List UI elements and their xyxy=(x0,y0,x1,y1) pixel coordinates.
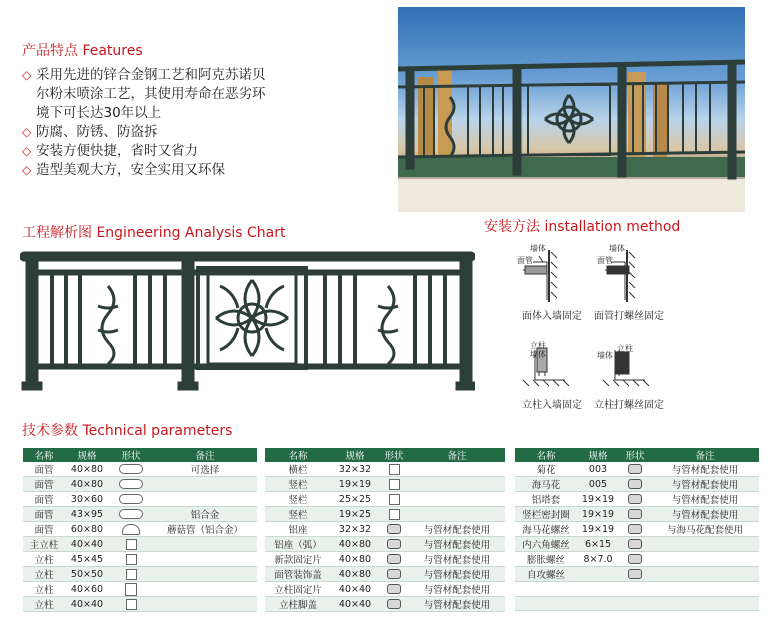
cell-spec: 40×40 xyxy=(331,597,379,612)
cell-spec: 40×80 xyxy=(65,477,109,492)
cell-shape xyxy=(379,552,409,567)
cell-shape xyxy=(379,462,409,477)
feature-item: ◇ 安装方便快捷，省时又省力 xyxy=(22,142,322,161)
profile-shape-icon xyxy=(387,554,401,564)
cell-spec: 40×40 xyxy=(65,537,109,552)
profile-shape-icon xyxy=(389,494,400,505)
header-name: 名称 xyxy=(23,448,65,462)
profile-shape-icon xyxy=(628,554,642,564)
table-row xyxy=(515,507,759,522)
cell-spec: 8×7.0 xyxy=(577,552,619,567)
profile-shape-icon xyxy=(387,599,401,609)
profile-shape-icon xyxy=(126,599,137,610)
profile-shape-icon xyxy=(387,539,401,549)
cell-name: 面管装饰盖 xyxy=(265,567,331,582)
profile-shape-icon xyxy=(126,569,137,580)
cell-note: 与管材配套使用 xyxy=(409,522,505,537)
table-row xyxy=(515,462,759,477)
table-row xyxy=(265,522,505,537)
cell-spec: 003 xyxy=(577,462,619,477)
table-row xyxy=(515,567,759,582)
cell-note: 可选择 xyxy=(153,462,257,477)
cell-spec: 40×40 xyxy=(65,597,109,612)
header-note: 备注 xyxy=(651,448,759,462)
cell-spec: 32×32 xyxy=(331,462,379,477)
cell-spec: 32×32 xyxy=(331,522,379,537)
cell-spec: 19×19 xyxy=(577,492,619,507)
cell-shape xyxy=(379,492,409,507)
cell-name: 立柱 xyxy=(23,552,65,567)
feature-item-cont: 尔粉末喷涂工艺，其使用寿命在恶劣环 xyxy=(36,86,266,102)
header-shape: 形状 xyxy=(379,448,409,462)
cell-note: 与管材配套使用 xyxy=(651,477,759,492)
features-section xyxy=(22,40,322,180)
profile-shape-icon xyxy=(119,494,143,504)
profile-shape-icon xyxy=(389,464,400,475)
profile-shape-icon xyxy=(387,569,401,579)
cell-name: 立柱 xyxy=(23,567,65,582)
cell-name: 立柱脚盖 xyxy=(265,597,331,612)
table-row xyxy=(23,597,257,612)
label-wall-2: 墙体 xyxy=(609,244,625,253)
cell-shape xyxy=(379,567,409,582)
feature-item: ◇ 造型美观大方，安全实用又环保 xyxy=(22,161,322,180)
engineering-title: 工程解析图 Engineering Analysis Chart xyxy=(22,225,286,241)
table-row xyxy=(515,596,759,611)
cell-note: 与管材配套使用 xyxy=(409,582,505,597)
cell-spec: 40×80 xyxy=(331,537,379,552)
cell-name: 铝塔套 xyxy=(515,492,577,507)
cell-spec: 40×60 xyxy=(65,582,109,597)
cell-note: 与管材配套使用 xyxy=(651,492,759,507)
cell-spec: 19×19 xyxy=(331,477,379,492)
table-row xyxy=(265,462,505,477)
header-note: 备注 xyxy=(409,448,505,462)
table-header xyxy=(23,448,257,462)
param-table-3 xyxy=(515,448,759,611)
features-title: 产品特点 Features xyxy=(22,43,143,59)
profile-shape-icon xyxy=(126,554,137,565)
cell-spec: 40×80 xyxy=(331,552,379,567)
cell-spec: 25×25 xyxy=(331,492,379,507)
railing-photo xyxy=(398,7,745,212)
cell-note xyxy=(153,567,257,582)
table-header xyxy=(515,448,759,462)
cell-name: 膨胀螺丝 xyxy=(515,552,577,567)
cell-shape xyxy=(619,582,651,597)
technical-title: 技术参数 Technical parameters xyxy=(22,423,233,439)
cell-note: 铝合金 xyxy=(153,507,257,522)
table-row xyxy=(515,582,759,597)
cell-spec: 45×45 xyxy=(65,552,109,567)
cell-shape xyxy=(379,477,409,492)
caption-post-screw: 立柱打螺丝固定 xyxy=(594,400,664,411)
cell-shape xyxy=(379,507,409,522)
cell-name: 海马花 xyxy=(515,477,577,492)
cell-name: 面管 xyxy=(23,492,65,507)
cell-note xyxy=(153,582,257,597)
cell-note: 蘑菇管（铝合金） xyxy=(153,522,257,537)
cell-note xyxy=(651,567,759,582)
cell-name: 面管 xyxy=(23,477,65,492)
cell-note: 与管材配套使用 xyxy=(409,552,505,567)
cell-shape xyxy=(109,492,153,507)
cell-spec: 19×25 xyxy=(331,507,379,522)
label-post-2: 立柱 xyxy=(617,344,633,353)
table-row xyxy=(265,567,505,582)
table-row xyxy=(265,477,505,492)
cell-shape xyxy=(379,597,409,612)
cell-note: 与管材配套使用 xyxy=(409,597,505,612)
table-body xyxy=(515,462,759,611)
cell-spec: 19×19 xyxy=(577,507,619,522)
profile-shape-icon xyxy=(119,479,143,489)
profile-shape-icon xyxy=(628,539,642,549)
engineering-railing-drawing xyxy=(20,246,475,396)
table-row xyxy=(515,492,759,507)
cell-spec xyxy=(577,582,619,597)
cell-note: 与海马花配套使用 xyxy=(651,522,759,537)
header-name: 名称 xyxy=(515,448,577,462)
cell-name: 海马花螺丝 xyxy=(515,522,577,537)
cell-name: 主立柱 xyxy=(23,537,65,552)
table-row xyxy=(23,522,257,537)
cell-name xyxy=(515,596,577,611)
cell-note: 与管材配套使用 xyxy=(409,567,505,582)
cell-shape xyxy=(109,597,153,612)
cell-shape xyxy=(619,567,651,582)
table-row xyxy=(23,582,257,597)
profile-shape-icon xyxy=(628,479,642,489)
header-shape: 形状 xyxy=(109,448,153,462)
table-row xyxy=(515,522,759,537)
table-row xyxy=(23,567,257,582)
cell-name: 铝座（弧） xyxy=(265,537,331,552)
cell-note: 与管材配套使用 xyxy=(651,462,759,477)
cell-note xyxy=(153,477,257,492)
cell-name: 立柱 xyxy=(23,597,65,612)
caption-face-screw: 面管打螺丝固定 xyxy=(594,311,664,322)
table-header xyxy=(265,448,505,462)
cell-name: 竖栏密封圈 xyxy=(515,507,577,522)
cell-spec xyxy=(577,596,619,611)
header-name: 名称 xyxy=(265,448,331,462)
cell-shape xyxy=(619,522,651,537)
table-body xyxy=(23,462,257,612)
cell-spec: 19×19 xyxy=(577,522,619,537)
profile-shape-icon xyxy=(628,464,642,474)
cell-spec: 43×95 xyxy=(65,507,109,522)
cell-shape xyxy=(109,507,153,522)
cell-spec: 60×80 xyxy=(65,522,109,537)
profile-shape-icon xyxy=(125,583,137,596)
profile-shape-icon xyxy=(119,509,143,519)
cell-shape xyxy=(109,582,153,597)
cell-shape xyxy=(379,537,409,552)
cell-note: 与管材配套使用 xyxy=(651,507,759,522)
table-row xyxy=(265,507,505,522)
cell-shape xyxy=(619,537,651,552)
caption-post-wall: 立柱入墙固定 xyxy=(522,400,582,411)
profile-shape-icon xyxy=(389,509,400,520)
cell-name: 新款固定片 xyxy=(265,552,331,567)
cell-shape xyxy=(619,492,651,507)
profile-shape-icon xyxy=(389,479,400,490)
cell-name: 菊花 xyxy=(515,462,577,477)
label-wall-3: 墙体 xyxy=(530,350,546,359)
cell-shape xyxy=(109,477,153,492)
cell-spec: 50×50 xyxy=(65,567,109,582)
cell-note xyxy=(409,477,505,492)
cell-note xyxy=(651,537,759,552)
profile-shape-icon xyxy=(628,494,642,504)
cell-shape xyxy=(109,537,153,552)
cell-spec: 40×40 xyxy=(331,582,379,597)
table-body xyxy=(265,462,505,612)
cell-shape xyxy=(619,507,651,522)
cell-note xyxy=(651,582,759,597)
cell-shape xyxy=(109,567,153,582)
table-row xyxy=(23,477,257,492)
installation-title: 安装方法 installation method xyxy=(484,219,681,235)
cell-name: 内六角螺丝 xyxy=(515,537,577,552)
cell-shape xyxy=(109,552,153,567)
cell-name xyxy=(515,582,577,597)
table-row xyxy=(515,477,759,492)
profile-shape-icon xyxy=(119,464,143,474)
table-row xyxy=(515,552,759,567)
header-note: 备注 xyxy=(153,448,257,462)
table-row xyxy=(23,537,257,552)
cell-name: 竖栏 xyxy=(265,507,331,522)
profile-shape-icon xyxy=(628,509,642,519)
cell-note xyxy=(651,552,759,567)
cell-spec: 40×80 xyxy=(65,462,109,477)
caption-face-wall: 面体入墙固定 xyxy=(522,311,582,322)
cell-name: 竖栏 xyxy=(265,492,331,507)
cell-name: 竖栏 xyxy=(265,477,331,492)
cell-spec: 6×15 xyxy=(577,537,619,552)
cell-name: 自攻螺丝 xyxy=(515,567,577,582)
cell-shape xyxy=(109,462,153,477)
header-shape: 形状 xyxy=(619,448,651,462)
cell-note xyxy=(409,462,505,477)
cell-note xyxy=(409,492,505,507)
railing-photo-drawing xyxy=(398,7,745,212)
cell-spec: 30×60 xyxy=(65,492,109,507)
cell-name: 立柱固定片 xyxy=(265,582,331,597)
table-row xyxy=(265,537,505,552)
header-spec: 规格 xyxy=(331,448,379,462)
param-table-1 xyxy=(23,448,257,612)
table-row xyxy=(265,492,505,507)
profile-shape-icon xyxy=(122,524,140,535)
header-spec: 规格 xyxy=(65,448,109,462)
cell-name: 面管 xyxy=(23,462,65,477)
cell-spec xyxy=(577,567,619,582)
header-spec: 规格 xyxy=(577,448,619,462)
label-post: 立柱 xyxy=(530,341,546,350)
cell-name: 铝座 xyxy=(265,522,331,537)
cell-shape xyxy=(109,522,153,537)
cell-name: 面管 xyxy=(23,507,65,522)
cell-note: 与管材配套使用 xyxy=(409,537,505,552)
cell-note xyxy=(153,552,257,567)
label-wall: 墙体 xyxy=(530,244,546,253)
table-row xyxy=(23,462,257,477)
profile-shape-icon xyxy=(628,569,642,579)
feature-item-cont: 境下可长达30年以上 xyxy=(36,105,162,121)
cell-note xyxy=(153,492,257,507)
cell-note xyxy=(409,507,505,522)
cell-shape xyxy=(619,462,651,477)
cell-shape xyxy=(379,522,409,537)
feature-item: ◇ 防腐、防锈、防盗拆 xyxy=(22,123,322,142)
table-row xyxy=(515,537,759,552)
table-row xyxy=(23,492,257,507)
table-row xyxy=(265,552,505,567)
profile-shape-icon xyxy=(387,584,401,594)
cell-note xyxy=(153,597,257,612)
cell-shape xyxy=(619,552,651,567)
table-row xyxy=(265,582,505,597)
label-wall-4: 墙体 xyxy=(597,351,613,360)
table-row xyxy=(23,507,257,522)
cell-name: 立柱 xyxy=(23,582,65,597)
table-row xyxy=(23,552,257,567)
feature-item: ◇ 采用先进的锌合金钢工艺和阿克苏诺贝 xyxy=(22,66,322,85)
cell-name: 面管 xyxy=(23,522,65,537)
cell-name: 横栏 xyxy=(265,462,331,477)
param-table-2 xyxy=(265,448,505,612)
cell-shape xyxy=(619,477,651,492)
label-face-tube: 面管 xyxy=(517,256,533,265)
cell-note xyxy=(651,596,759,611)
cell-spec: 40×80 xyxy=(331,567,379,582)
cell-note xyxy=(153,537,257,552)
installation-diagrams xyxy=(515,240,675,410)
label-face-tube-2: 面管 xyxy=(597,256,613,265)
profile-shape-icon xyxy=(628,524,642,534)
cell-shape xyxy=(379,582,409,597)
table-row xyxy=(265,597,505,612)
cell-shape xyxy=(619,596,651,611)
profile-shape-icon xyxy=(126,539,137,550)
cell-spec: 005 xyxy=(577,477,619,492)
profile-shape-icon xyxy=(387,524,401,534)
